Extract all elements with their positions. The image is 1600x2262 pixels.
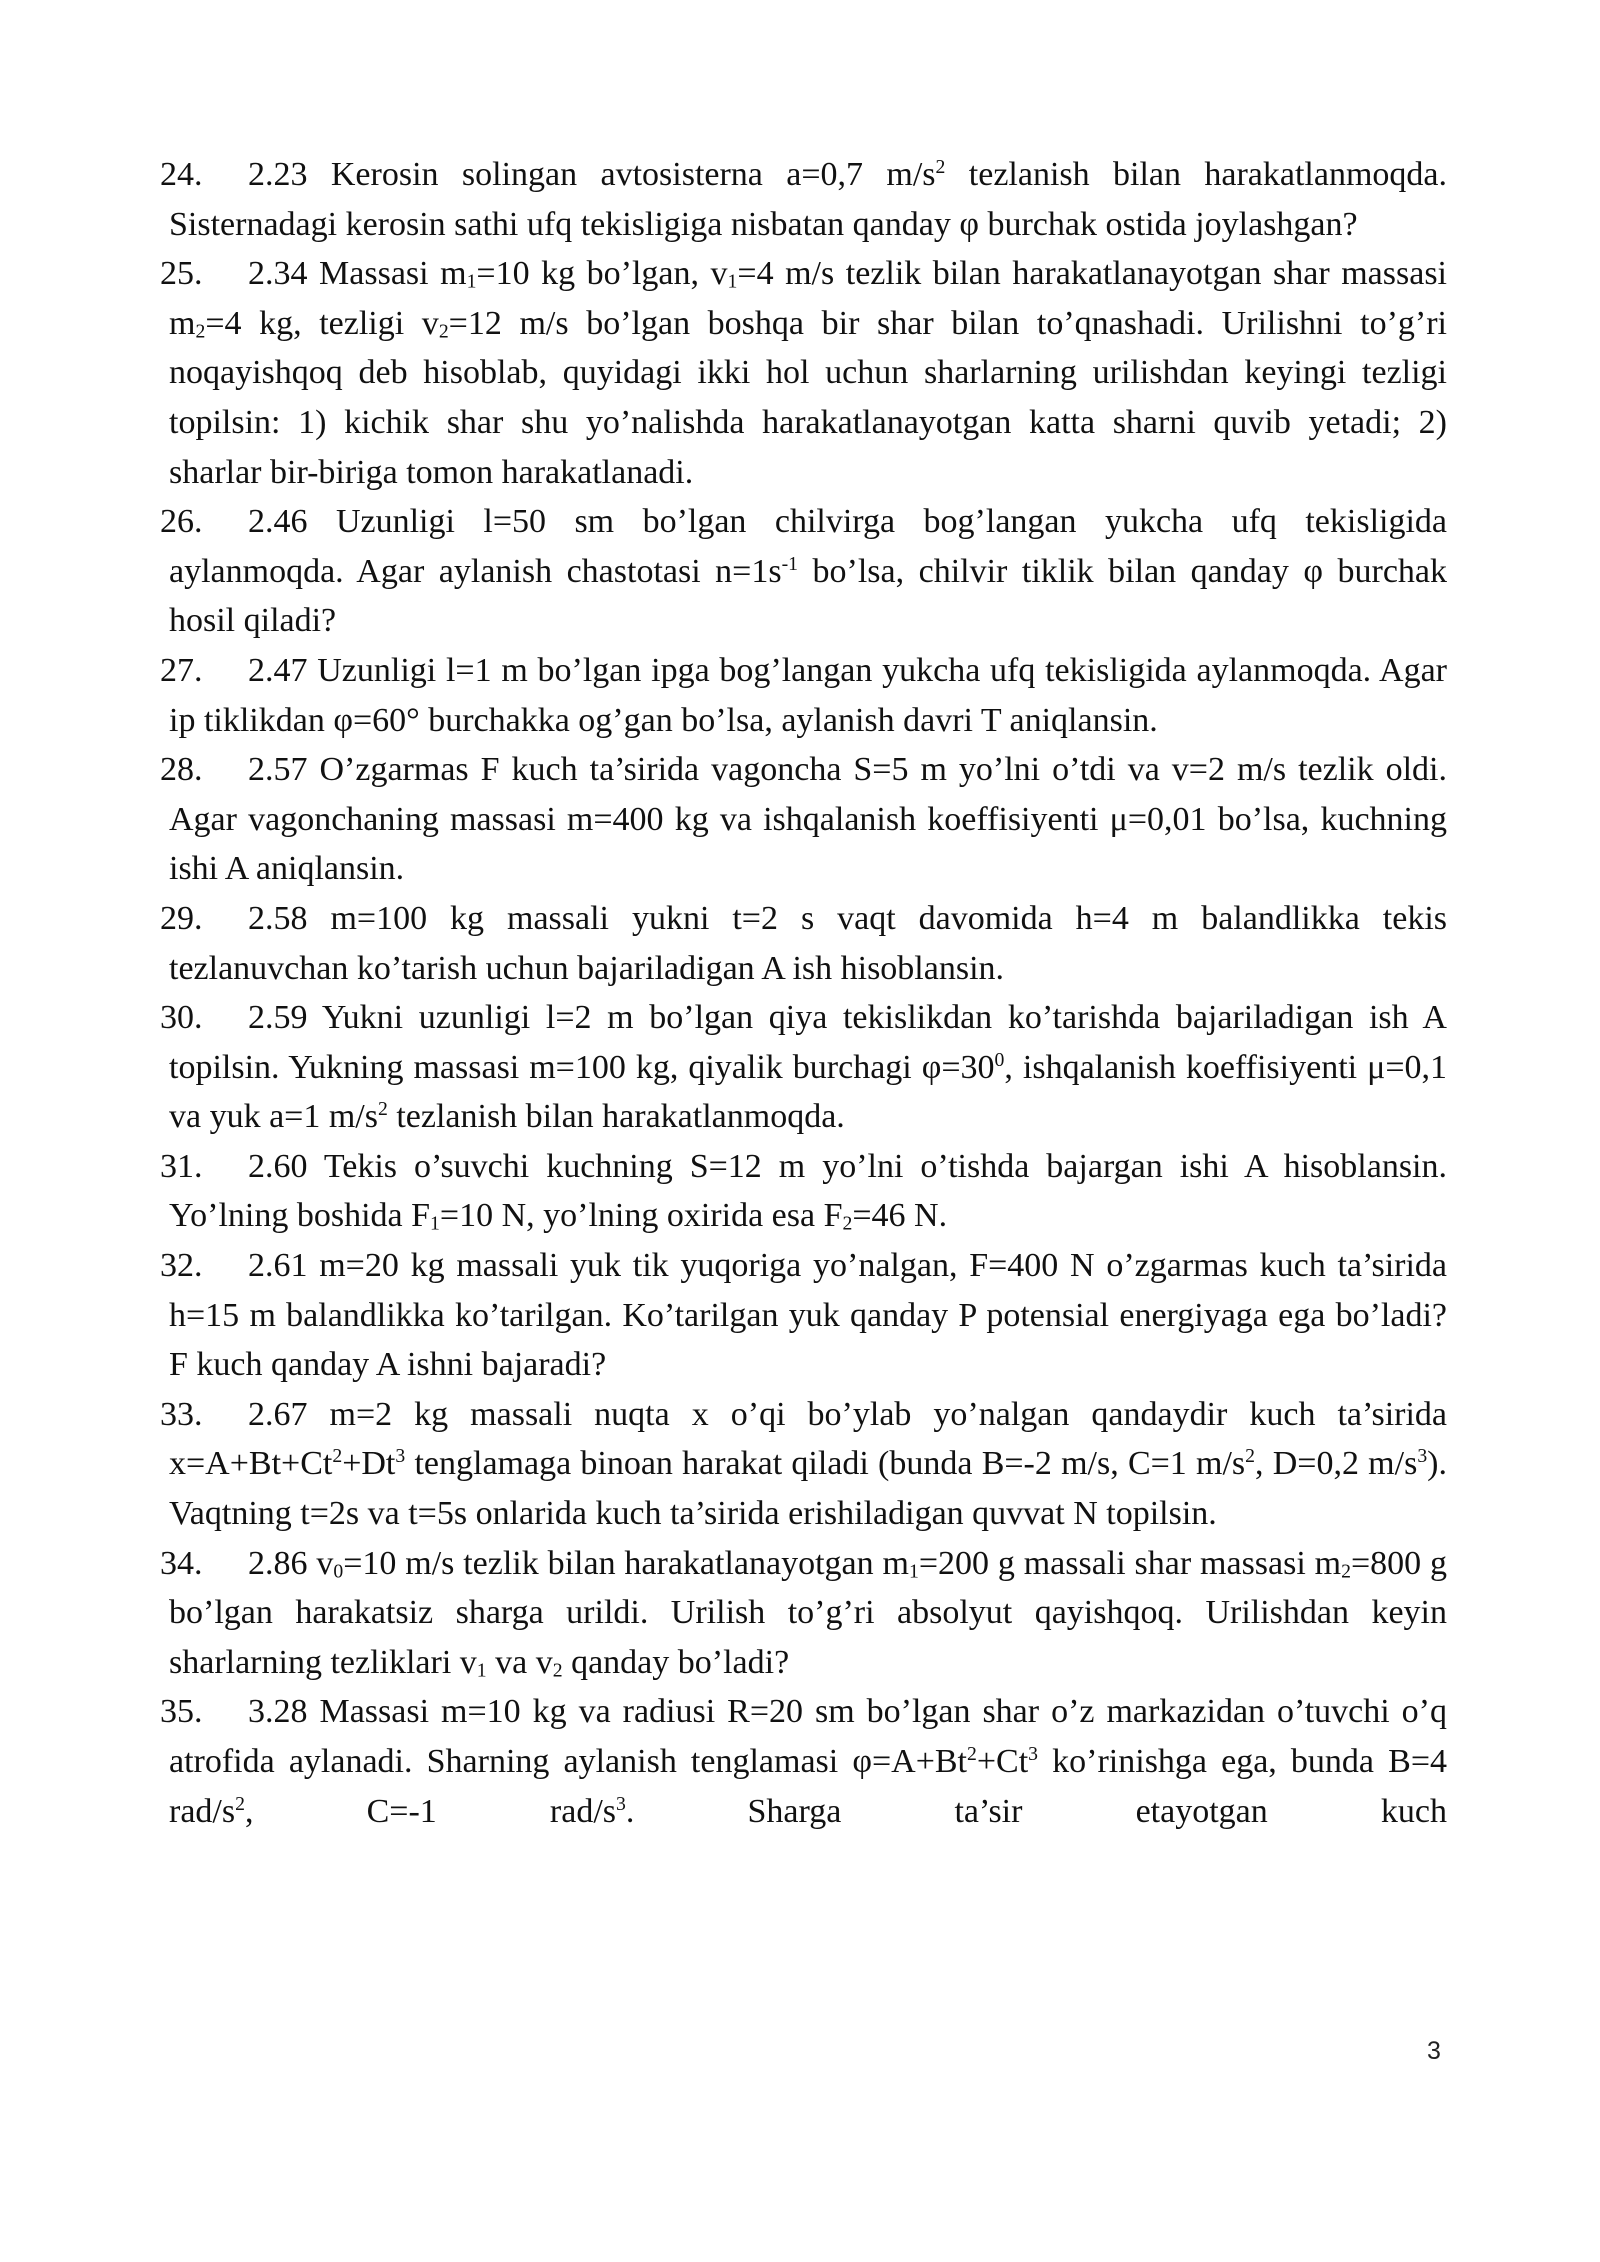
problem-number: 30. xyxy=(160,999,203,1037)
text-run: . Sharga ta’sir etayotgan kuch xyxy=(625,1792,1447,1830)
problem-text xyxy=(169,503,1447,639)
text-run: 1 xyxy=(908,1560,919,1583)
problem-text xyxy=(169,999,1447,1135)
text-run: qanday bo’ladi? xyxy=(562,1643,790,1681)
problem-item xyxy=(160,150,1447,249)
text-run: 3 xyxy=(616,1792,626,1815)
problem-text xyxy=(169,156,1447,243)
problem-item xyxy=(160,497,1447,646)
problem-number: 25. xyxy=(160,255,203,293)
problem-item xyxy=(160,894,1447,993)
problem-text xyxy=(169,1545,1447,1681)
text-run: =800 g bo’lgan harakatsiz sharga urildi. Urilish to’g’ri absolyut qayishqoq. Urilishdan keyin sharlarning tezliklari v xyxy=(169,1544,1447,1681)
text-run: 2.60 Tekis o’suvchi kuchning S=12 m yo’lni o’tishda bajargan ishi A hisoblansin. Yo’lning boshida F xyxy=(169,1147,1447,1235)
text-run: =4 kg, tezligi v xyxy=(205,304,439,342)
text-run: 2.46 Uzunligi l=50 sm bo’lgan chilvirga bog’langan yukcha ufq tekisligida aylanmoqda. Agar aylanish chastotasi n=1s xyxy=(169,503,1447,590)
problem-item xyxy=(160,646,1447,745)
text-run: 3.28 Massasi m=10 kg va radiusi R=20 sm bo’lgan shar o’z markazidan o’tuvchi o’q atrofida aylanadi. Sharning aylanish tenglamasi φ=A+Bt xyxy=(169,1693,1447,1780)
text-run: 0 xyxy=(333,1560,344,1583)
problem-number: 34. xyxy=(160,1544,203,1582)
problem-text xyxy=(169,1396,1447,1532)
text-run: bo’lsa, chilvir tiklik bilan qanday φ burchak hosil qiladi? xyxy=(169,552,1448,640)
problem-number: 28. xyxy=(160,751,203,789)
problem-item xyxy=(160,1241,1447,1390)
problem-text xyxy=(169,1148,1447,1235)
text-run: 2.58 m=100 kg massali yukni t=2 s vaqt davomida h=4 m balandlikka tekis tezlanuvchan ko’tarish uchun bajariladigan A ish hisoblansin. xyxy=(169,899,1447,987)
text-run: , D=0,2 m/s xyxy=(1255,1445,1418,1483)
problem-number: 31. xyxy=(160,1147,203,1185)
problem-number: 35. xyxy=(160,1693,203,1731)
problem-text xyxy=(169,751,1447,887)
problem-number: 26. xyxy=(160,503,203,541)
text-run: 0 xyxy=(994,1048,1005,1071)
text-run: 2 xyxy=(332,1445,343,1468)
text-run: 2.34 Massasi m xyxy=(248,255,467,293)
text-run: 2 xyxy=(1341,1560,1351,1583)
text-run: , ishqalanish koeffisiyenti μ=0,1 va yuk a=1 m/s xyxy=(169,1048,1447,1136)
problem-text xyxy=(169,255,1447,490)
text-run: +Ct xyxy=(976,1743,1029,1780)
page-number: 3 xyxy=(1427,2037,1441,2065)
text-run: =200 g massali shar massasi m xyxy=(918,1544,1342,1582)
text-run: 2 xyxy=(377,1098,388,1121)
text-run: 2 xyxy=(935,155,946,178)
problem-number: 27. xyxy=(160,651,203,689)
text-run: ). Vaqtning t=2s va t=5s onlarida kuch ta’sirida erishiladigan quvvat N topilsin. xyxy=(169,1445,1447,1533)
text-run: 1 xyxy=(466,270,477,293)
problem-text xyxy=(169,652,1447,739)
text-run: 2.57 O’zgarmas F kuch ta’sirida vagoncha S=5 m yo’lni o’tdi va v=2 m/s tezlik oldi. Agar vagonchaning massasi m=400 kg va ishqalanish koeffisiyenti μ=0,01 bo’lsa, kuchning ishi A aniqlansin. xyxy=(169,751,1447,888)
problem-item xyxy=(160,1142,1447,1241)
text-run: 2 xyxy=(235,1792,245,1815)
text-run: +Dt xyxy=(342,1445,396,1483)
problem-item xyxy=(160,1539,1447,1688)
problem-list xyxy=(160,150,1447,1836)
text-run: =10 kg bo’lgan, v xyxy=(476,255,728,293)
text-run: 2 xyxy=(195,320,206,343)
text-run: tenglamaga binoan harakat qiladi (bunda B=-2 m/s, C=1 m/s xyxy=(405,1445,1246,1483)
problem-text xyxy=(169,900,1447,987)
text-run: 3 xyxy=(395,1445,406,1468)
text-run: va v xyxy=(486,1643,553,1681)
problem-item xyxy=(160,1687,1447,1836)
text-run: 2.47 Uzunligi l=1 m bo’lgan ipga bog’langan yukcha ufq tekisligida aylanmoqda. Agar ip tiklikdan φ=60° burchakka og’gan bo’lsa, aylanish davri T aniqlansin. xyxy=(169,651,1447,739)
text-run: 2.23 Kerosin solingan avtosisterna a=0,7 m/s xyxy=(248,156,936,193)
text-run: 2.61 m=20 kg massali yuk tik yuqoriga yo’nalgan, F=400 N o’zgarmas kuch ta’sirida h=15 m balandlikka ko’tarilgan. Ko’tarilgan yuk qanday P potensial energiyaga ega bo’ladi? F kuch qanday A ishni bajaradi? xyxy=(169,1247,1447,1384)
problem-item xyxy=(160,249,1447,497)
text-run: =12 m/s bo’lgan boshqa bir shar bilan to’qnashadi. Urilishni to’g’ri noqayishqoq deb hisoblab, quyidagi ikki hol uchun sharlarning urilishdan keyingi tezligi topilsin: 1) kichik shar shu yo’nalishda harakatlanayotgan katta sharni quvib yetadi; 2) sharlar bir-biriga tomon harakatlanadi. xyxy=(169,304,1447,491)
text-run: 1 xyxy=(430,1213,440,1236)
text-run: 2 xyxy=(967,1742,977,1765)
text-run: 1 xyxy=(476,1659,487,1682)
text-run: 3 xyxy=(1028,1742,1039,1765)
problem-number: 32. xyxy=(160,1247,203,1285)
problem-item xyxy=(160,1390,1447,1539)
text-run: =10 N, yo’lning oxirida esa F xyxy=(439,1197,843,1235)
text-run: tezlanish bilan harakatlanmoqda. Sisternadagi kerosin sathi ufq tekisligiga nisbatan qanday φ burchak ostida joylashgan? xyxy=(169,156,1447,243)
problem-number: 29. xyxy=(160,899,203,937)
text-run: 3 xyxy=(1417,1445,1428,1468)
text-run: 2 xyxy=(1245,1445,1255,1468)
problem-text xyxy=(169,1693,1447,1829)
text-run: =46 N. xyxy=(852,1197,948,1235)
text-run: 2 xyxy=(842,1213,853,1236)
text-run: 2.59 Yukni uzunligi l=2 m bo’lgan qiya tekislikdan ko’tarishda bajariladigan ish A topilsin. Yukning massasi m=100 kg, qiyalik burchagi φ=30 xyxy=(169,999,1447,1086)
text-run: 2 xyxy=(438,320,449,343)
problem-item xyxy=(160,993,1447,1142)
problem-number: 24. xyxy=(160,156,203,193)
problem-text xyxy=(169,1247,1447,1383)
text-run: 1 xyxy=(727,270,738,293)
text-run: -1 xyxy=(781,552,799,575)
problem-item xyxy=(160,745,1447,894)
text-run: =4 m/s tezlik bilan harakatlanayotgan shar massasi m xyxy=(169,255,1447,342)
text-run: 2.86 v xyxy=(248,1544,334,1582)
problem-number: 33. xyxy=(160,1395,203,1433)
text-run: =10 m/s tezlik bilan harakatlanayotgan m xyxy=(343,1544,909,1582)
text-run: 2 xyxy=(552,1659,563,1682)
text-run: tezlanish bilan harakatlanmoqda. xyxy=(387,1098,845,1136)
text-run: ko’rinishga ega, bunda B=4 rad/s xyxy=(169,1743,1447,1830)
text-run: 2.67 m=2 kg massali nuqta x o’qi bo’ylab yo’nalgan qandaydir kuch ta’sirida x=A+Bt+Ct xyxy=(169,1395,1447,1483)
text-run: , C=-1 rad/s xyxy=(244,1792,617,1830)
